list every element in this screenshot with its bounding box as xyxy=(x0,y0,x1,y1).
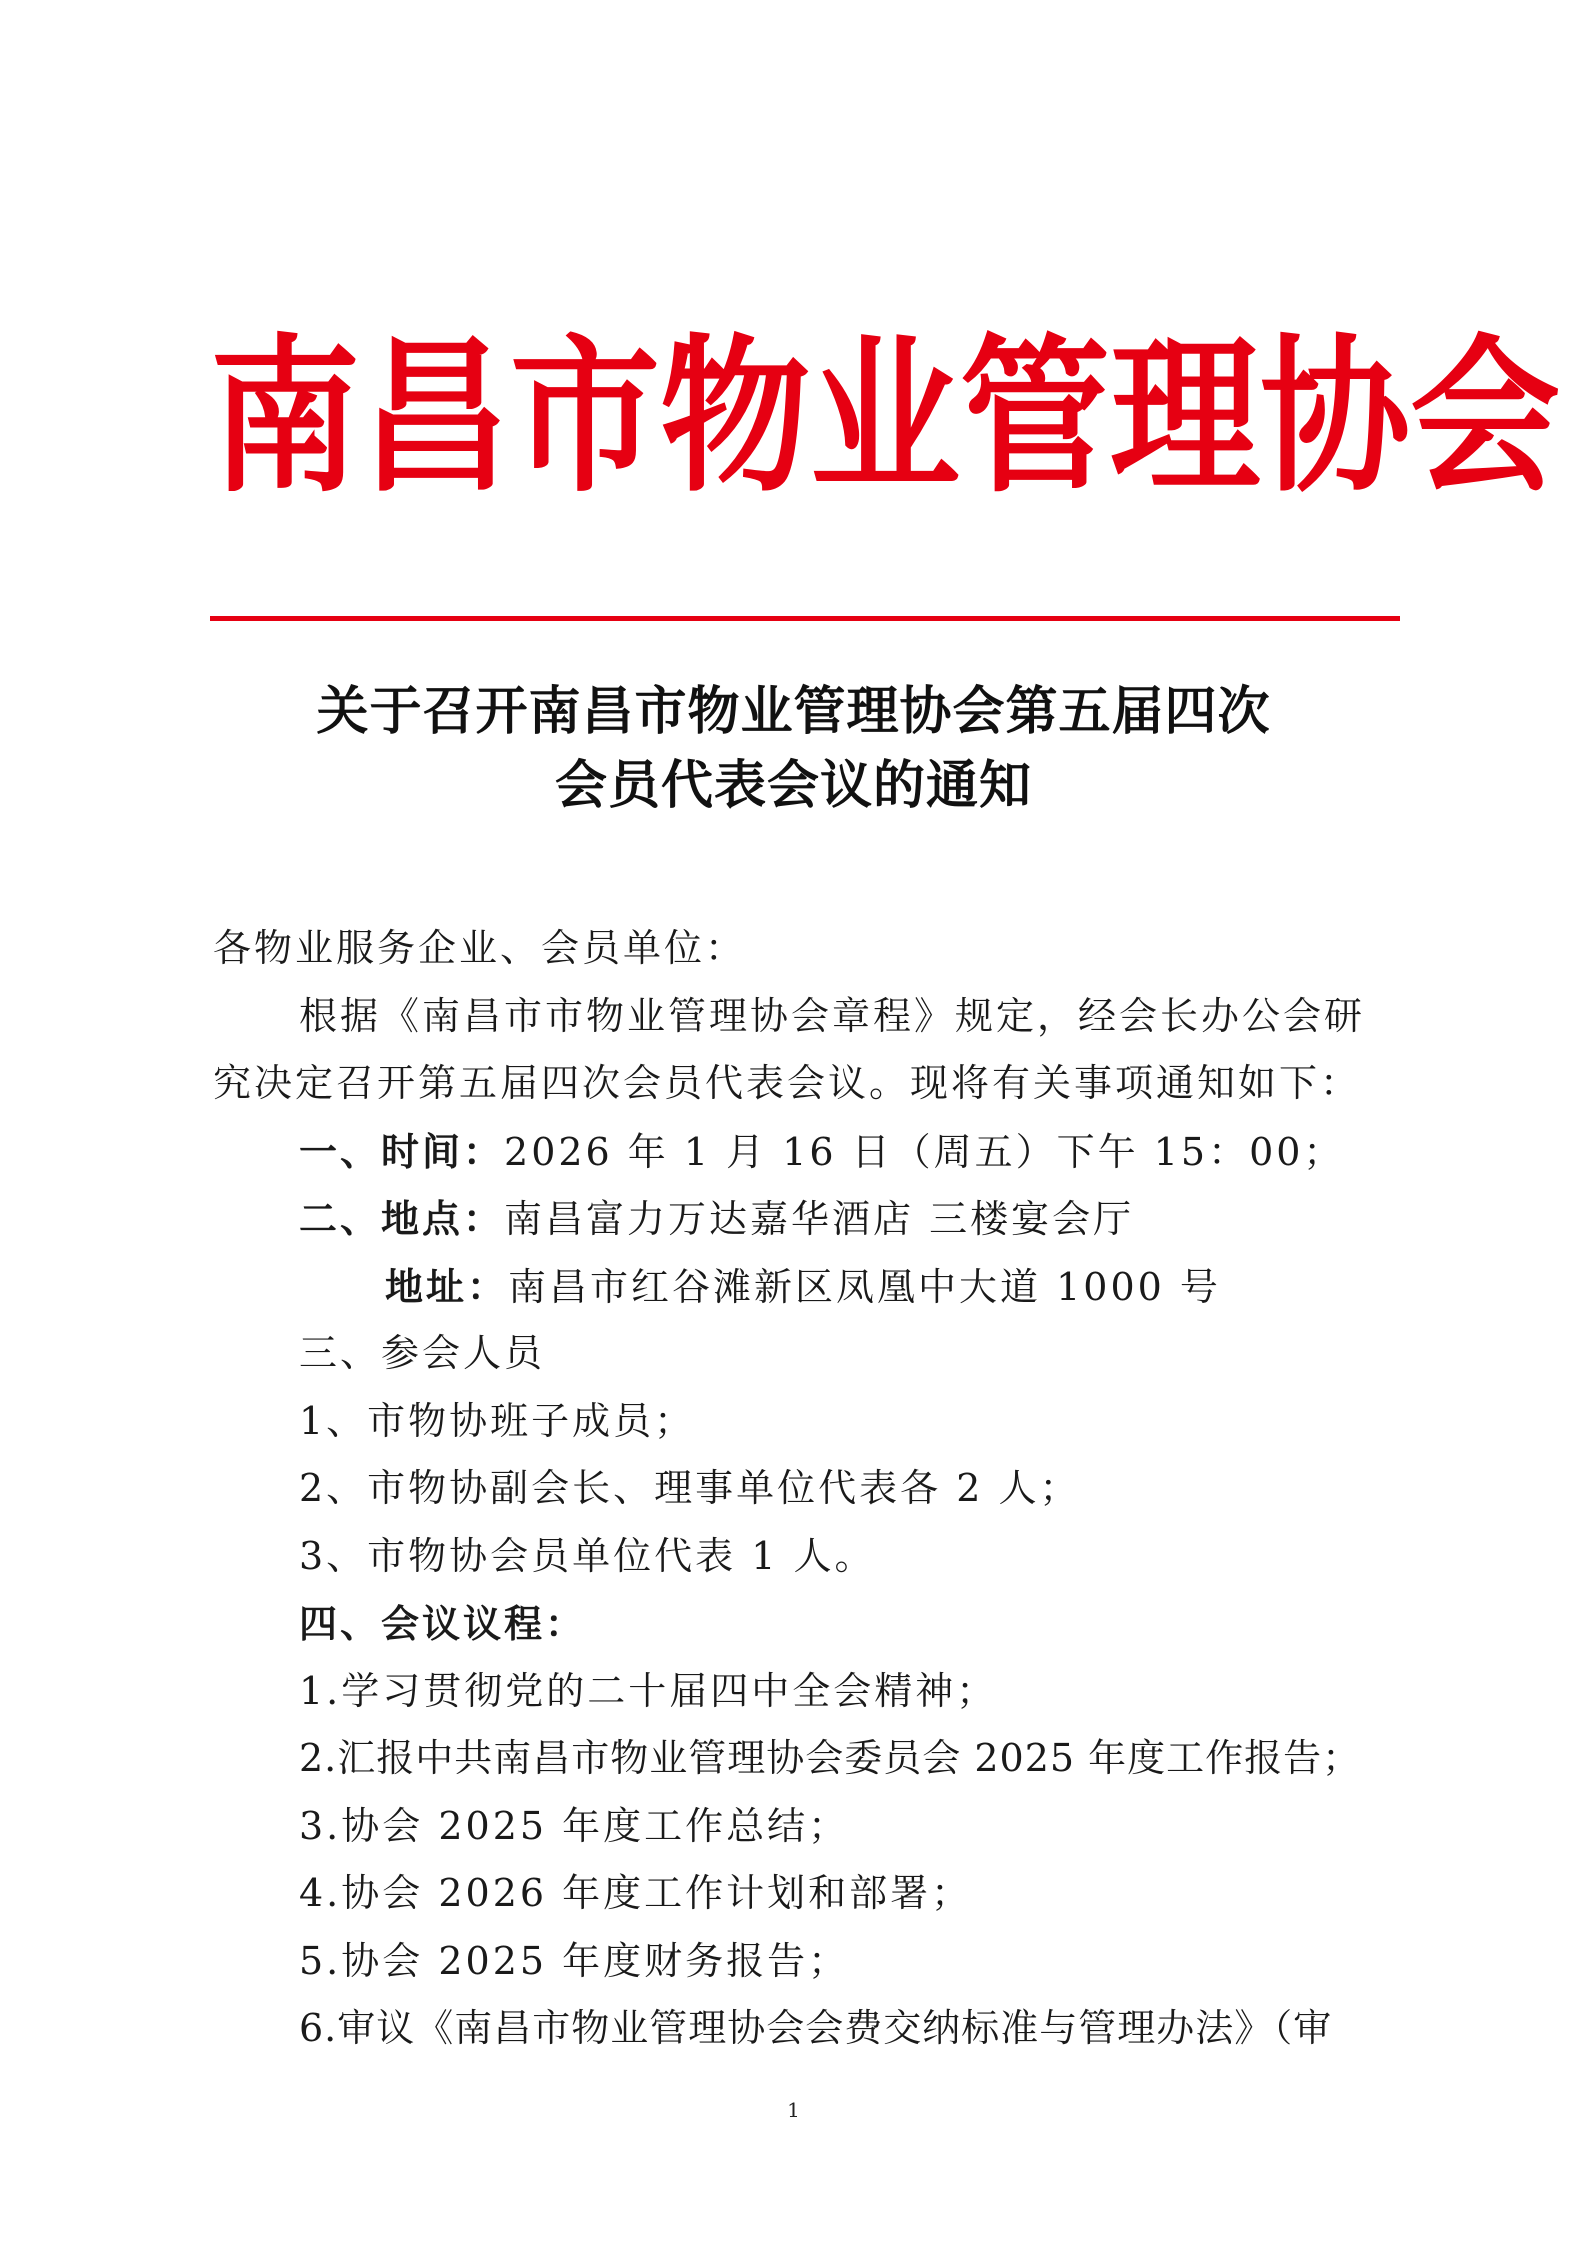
time-label: 一、时间： xyxy=(299,1128,505,1174)
page-number: 1 xyxy=(787,2098,800,2122)
place-label: 二、地点： xyxy=(299,1196,505,1241)
title-line-2: 会员代表会议的通知 xyxy=(554,755,1032,816)
masthead-char: 理 xyxy=(1110,320,1261,516)
agenda-item: 2.汇报中共南昌市物业管理协会委员会 2025 年度工作报告； xyxy=(299,1736,1362,1780)
attendee-item: 2、市物协副会长、理事单位代表各 2 人； xyxy=(299,1466,1081,1510)
organization-masthead xyxy=(210,306,1561,530)
attendee-item: 3、市物协会员单位代表 1 人。 xyxy=(299,1533,876,1578)
address-label: 地址： xyxy=(385,1263,509,1309)
masthead-char: 管 xyxy=(960,320,1111,516)
agenda-item: 6.审议《南昌市物业管理协会会费交纳标准与管理办法》（审 xyxy=(299,2006,1333,2050)
meeting-place xyxy=(213,1185,1413,1253)
masthead-char: 业 xyxy=(810,320,961,516)
address-value: 南昌市红谷滩新区凤凰中大道 1000 号 xyxy=(508,1264,1221,1309)
masthead-char: 市 xyxy=(510,320,661,516)
agenda-item: 3.协会 2025 年度工作总结； xyxy=(299,1803,850,1848)
masthead-char: 昌 xyxy=(360,320,511,516)
agenda-item: 1.学习贯彻党的二十届四中全会精神； xyxy=(299,1668,998,1713)
masthead-char: 会 xyxy=(1410,320,1561,516)
document-title xyxy=(0,675,1587,823)
agenda-heading: 四、会议议程： xyxy=(299,1601,587,1646)
meeting-address xyxy=(213,1253,1413,1321)
attendee-item: 1、市物协班子成员； xyxy=(299,1398,696,1443)
time-value: 2026 年 1 月 16 日（周五）下午 15：00； xyxy=(504,1129,1345,1174)
intro-paragraph-line-1: 根据《南昌市市物业管理协会章程》规定，经会长办公会研 xyxy=(299,993,1366,1038)
document-body xyxy=(213,915,1413,2063)
agenda-item: 4.协会 2026 年度工作计划和部署； xyxy=(299,1871,973,1915)
intro-paragraph-line-2: 究决定召开第五届四次会员代表会议。现将有关事项通知如下： xyxy=(213,1061,1362,1105)
attendees-heading: 三、参会人员 xyxy=(299,1331,546,1375)
masthead-char: 南 xyxy=(210,320,361,516)
masthead-char: 物 xyxy=(660,320,811,516)
place-value: 南昌富力万达嘉华酒店 三楼宴会厅 xyxy=(504,1197,1135,1241)
header-red-divider xyxy=(210,616,1400,621)
agenda-item: 5.协会 2025 年度财务报告； xyxy=(299,1938,850,1983)
meeting-time xyxy=(213,1118,1413,1186)
title-line-1: 关于召开南昌市物业管理协会第五届四次 xyxy=(316,681,1271,742)
salutation: 各物业服务企业、会员单位： xyxy=(213,926,747,970)
masthead-char: 协 xyxy=(1260,320,1411,516)
